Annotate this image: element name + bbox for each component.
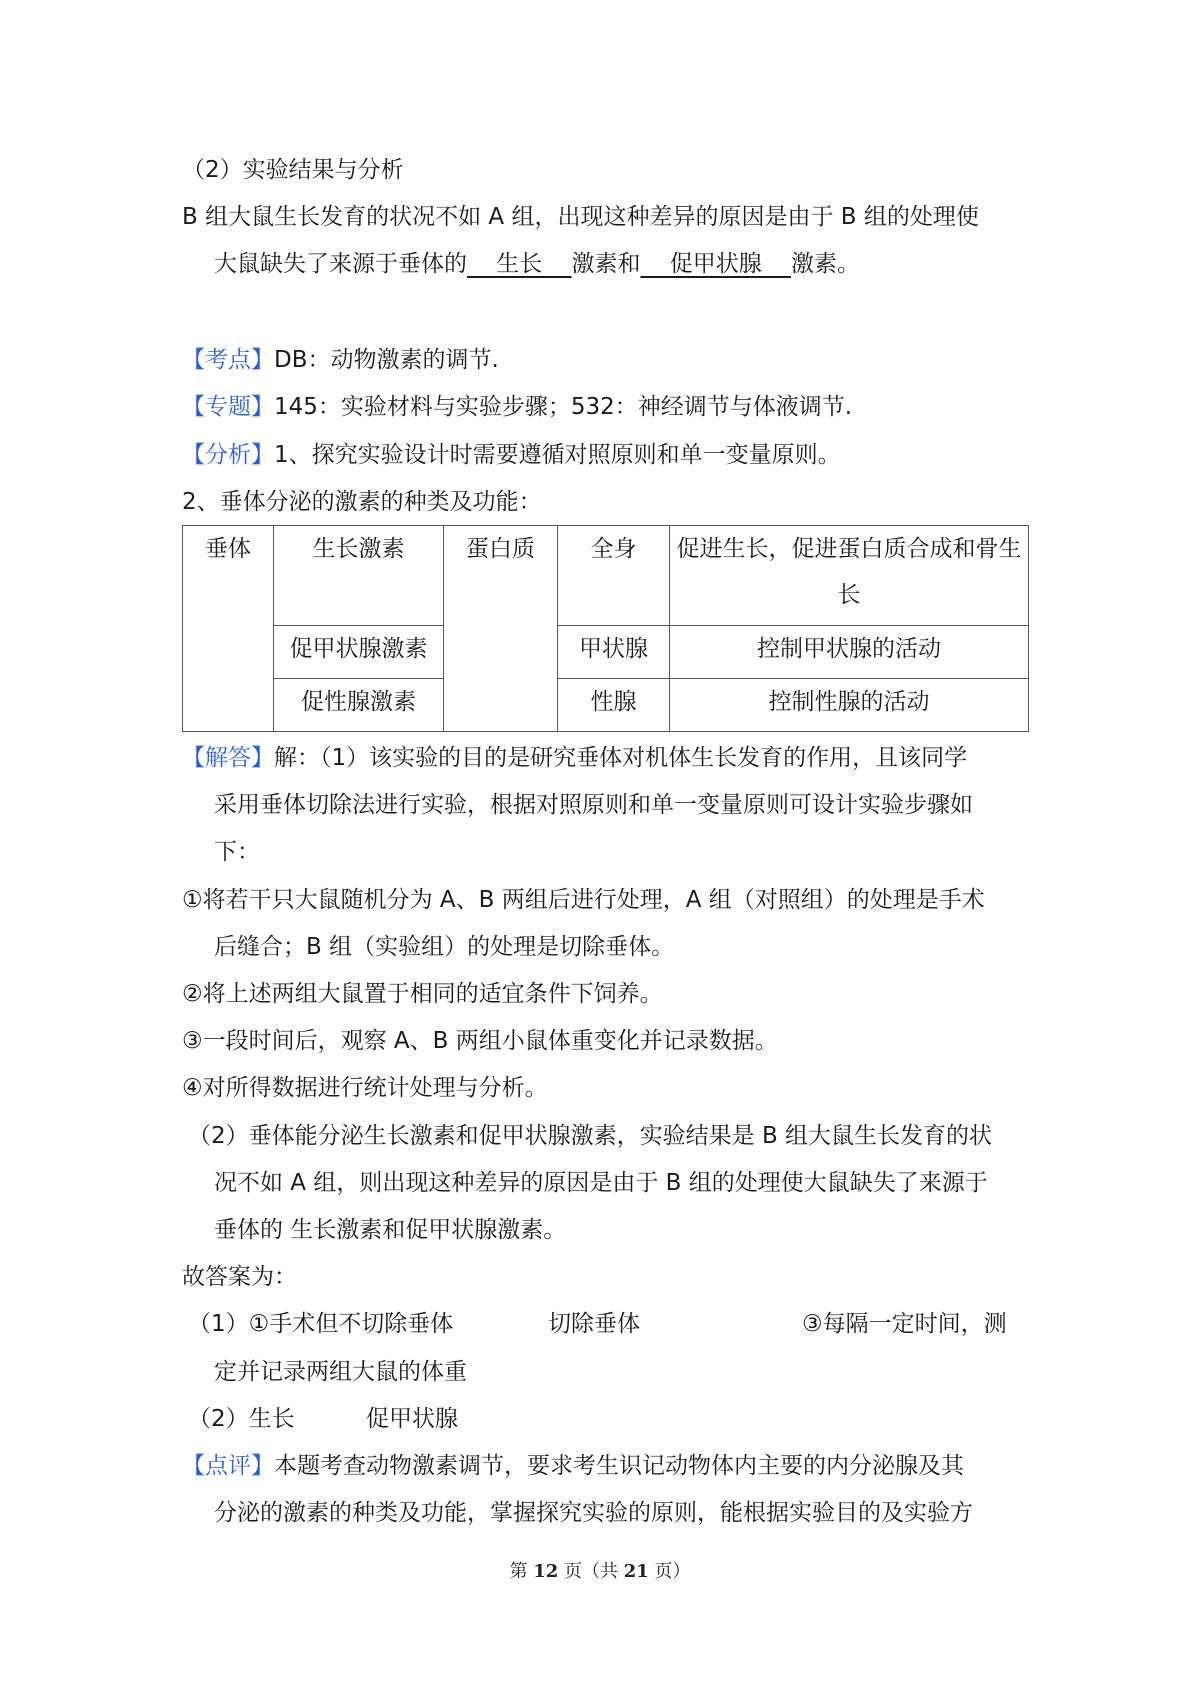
table-row	[183, 626, 1029, 679]
page-number: 12	[533, 1561, 559, 1582]
answer-1-part-1: （1）①手术但不切除垂体	[188, 1311, 454, 1337]
answer-2-part-2: 促甲状腺	[366, 1406, 458, 1432]
hormone-cell: 生长激素	[274, 526, 444, 626]
step-1-line-1: ①将若干只大鼠随机分为 A、B 两组后进行处理，A 组（对照组）的处理是手术	[182, 887, 985, 913]
part-2-line-1: （2）垂体能分泌生长激素和促甲状腺激素，实验结果是 B 组大鼠生长发育的状	[188, 1123, 993, 1149]
target-cell: 全身	[558, 526, 670, 626]
answer-heading: 故答案为：	[182, 1264, 297, 1290]
step-3: ③一段时间后，观察 A、B 两组小鼠体重变化并记录数据。	[182, 1028, 778, 1054]
zhuanti-tag: 【专题】	[182, 394, 274, 420]
step-1-line-2: 后缝合；B 组（实验组）的处理是切除垂体。	[214, 934, 675, 960]
footer-prefix: 第	[509, 1561, 528, 1582]
section-heading: （2）实验结果与分析	[182, 157, 404, 183]
zhuanti-text: 145：实验材料与实验步骤；532：神经调节与体液调节.	[274, 394, 853, 420]
fenxi-tag: 【分析】	[182, 442, 274, 468]
kaodian-line	[182, 345, 499, 375]
jieda-line-3: 下：	[214, 839, 260, 865]
gland-cell: 垂体	[183, 526, 274, 732]
page-footer	[0, 1559, 1200, 1585]
jieda-text: 解：（1）该实验的目的是研究垂体对机体生长发育的作用，且该同学	[274, 745, 968, 771]
result-line-2	[214, 249, 860, 279]
zhuanti-line	[182, 392, 852, 422]
jieda-line-2: 采用垂体切除法进行实验，根据对照原则和单一变量原则可设计实验步骤如	[214, 792, 973, 818]
jieda-line-1	[182, 743, 967, 773]
function-cell: 控制甲状腺的活动	[670, 626, 1029, 679]
target-cell: 甲状腺	[558, 626, 670, 679]
part-2-line-3: 垂体的 生长激素和促甲状腺激素。	[214, 1217, 567, 1243]
dianping-line-1	[182, 1451, 964, 1481]
footer-mid: 页（共	[564, 1561, 618, 1582]
answer-1-part-3: ③每隔一定时间，测	[802, 1311, 1007, 1337]
hormone-table	[182, 525, 1029, 732]
answer-2-part-1: （2）生长	[188, 1406, 295, 1432]
kaodian-tag: 【考点】	[182, 347, 274, 373]
result-text: 大鼠缺失了来源于垂体的	[214, 251, 467, 277]
answer-blank-2: 促甲状腺	[640, 251, 791, 277]
kaodian-text: DB：动物激素的调节.	[274, 347, 499, 373]
fenxi-text: 1、探究实验设计时需要遵循对照原则和单一变量原则。	[274, 442, 841, 468]
target-cell: 性腺	[558, 679, 670, 732]
result-text: 激素和	[571, 251, 641, 277]
fenxi-line	[182, 440, 841, 470]
dianping-tag: 【点评】	[182, 1453, 274, 1479]
answer-1-part-2: 切除垂体	[548, 1311, 640, 1337]
footer-suffix: 页）	[654, 1561, 691, 1582]
table-row	[183, 679, 1029, 732]
hormone-cell: 促性腺激素	[274, 679, 444, 732]
result-line-1: B 组大鼠生长发育的状况不如 A 组，出现这种差异的原因是由于 B 组的处理使	[182, 204, 979, 230]
dianping-text: 本题考查动物激素调节，要求考生识记动物体内主要的内分泌腺及其	[274, 1453, 964, 1479]
hormone-cell: 促甲状腺激素	[274, 626, 444, 679]
jieda-tag: 【解答】	[182, 745, 274, 771]
total-pages: 21	[623, 1561, 649, 1582]
table-row	[183, 526, 1029, 626]
step-2: ②将上述两组大鼠置于相同的适宜条件下饲养。	[182, 981, 663, 1007]
dianping-line-2: 分泌的激素的种类及功能，掌握探究实验的原则，能根据实验目的及实验方	[214, 1500, 973, 1526]
step-4: ④对所得数据进行统计处理与分析。	[182, 1075, 548, 1101]
function-cell: 促进生长，促进蛋白质合成和骨生长	[670, 526, 1029, 626]
answer-1-line-2: 定并记录两组大鼠的体重	[214, 1359, 467, 1385]
result-text: 激素。	[791, 251, 860, 277]
point-2-heading: 2、垂体分泌的激素的种类及功能：	[182, 489, 542, 515]
function-cell: 控制性腺的活动	[670, 679, 1029, 732]
part-2-line-2: 况不如 A 组，则出现这种差异的原因是由于 B 组的处理使大鼠缺失了来源于	[214, 1170, 988, 1196]
nature-cell: 蛋白质	[444, 526, 558, 732]
answer-blank-1: 生长	[467, 251, 572, 277]
